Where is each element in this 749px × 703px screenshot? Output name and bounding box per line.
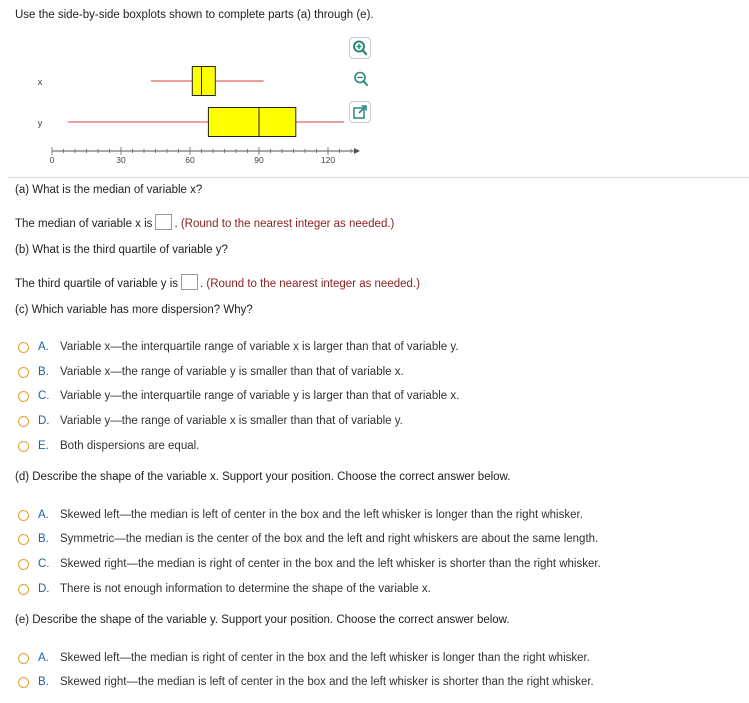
- part-e-question: (e) Describe the shape of the variable y. Support your position. Choose the correct answer below.: [15, 614, 510, 626]
- q3-y-input[interactable]: [181, 274, 198, 290]
- boxplot-chart: [0, 55, 360, 170]
- part-a-prefix: The median of variable x is: [15, 218, 153, 230]
- part-c-question: (c) Which variable has more dispersion? Why?: [15, 304, 253, 316]
- radio-button[interactable]: [18, 584, 29, 595]
- part-d-option[interactable]: A. Skewed left—the median is left of center in the box and the left whisker is longer than the right whisker.: [18, 509, 583, 521]
- part-c-option[interactable]: A. Variable x—the interquartile range of variable x is larger than that of variable y.: [18, 341, 458, 353]
- part-b-hint: (Round to the nearest integer as needed.): [206, 278, 420, 290]
- radio-button[interactable]: [18, 416, 29, 427]
- popout-icon: [350, 102, 370, 122]
- box-y: [208, 108, 295, 137]
- radio-button[interactable]: [18, 441, 29, 452]
- x-tick-label: 120: [320, 155, 336, 165]
- part-a-suffix: .: [174, 218, 178, 230]
- radio-button[interactable]: [18, 510, 29, 521]
- divider: [8, 177, 749, 178]
- x-axis-arrow: [354, 148, 360, 154]
- series-label-x: x: [37, 77, 43, 87]
- part-e-option[interactable]: B. Skewed right—the median is left of center in the box and the left whisker is shorter than the right whisker.: [18, 676, 594, 688]
- part-c-option[interactable]: B. Variable x—the range of variable y is smaller than that of variable x.: [18, 366, 404, 378]
- part-b-question: (b) What is the third quartile of variable y?: [15, 244, 228, 256]
- instructions: Use the side-by-side boxplots shown to complete parts (a) through (e).: [15, 9, 374, 21]
- radio-button[interactable]: [18, 342, 29, 353]
- zoom-in-icon: [350, 38, 370, 58]
- part-a-hint: (Round to the nearest integer as needed.): [180, 218, 395, 230]
- part-b-answer-row: [15, 274, 420, 290]
- part-c-option[interactable]: D. Variable y—the range of variable x is smaller than that of variable y.: [18, 415, 403, 427]
- part-a-answer-row: [15, 214, 394, 230]
- radio-button[interactable]: [18, 534, 29, 545]
- radio-button[interactable]: [18, 391, 29, 402]
- x-tick-label: 30: [116, 155, 126, 165]
- radio-button[interactable]: [18, 559, 29, 570]
- x-tick-label: 90: [254, 155, 264, 165]
- part-d-option[interactable]: B. Symmetric—the median is the center of the box and the left and right whiskers are about the same length.: [18, 533, 598, 545]
- zoom-out-button[interactable]: [351, 69, 371, 89]
- zoom-in-button[interactable]: [349, 37, 371, 59]
- part-e-option[interactable]: A. Skewed left—the median is right of center in the box and the left whisker is longer than the right whisker.: [18, 652, 590, 664]
- part-b-suffix: .: [200, 278, 204, 290]
- part-d-option[interactable]: C. Skewed right—the median is right of center in the box and the left whisker is shorter than the right whisker.: [18, 558, 601, 570]
- box-x: [192, 67, 215, 96]
- radio-button[interactable]: [18, 653, 29, 664]
- part-d-option[interactable]: D. There is not enough information to determine the shape of the variable x.: [18, 583, 431, 595]
- popout-button[interactable]: [349, 101, 371, 123]
- radio-button[interactable]: [18, 677, 29, 688]
- radio-button[interactable]: [18, 367, 29, 378]
- part-b-prefix: The third quartile of variable y is: [15, 278, 178, 290]
- part-c-option[interactable]: E. Both dispersions are equal.: [18, 440, 199, 452]
- zoom-out-icon: [351, 69, 371, 89]
- median-x-input[interactable]: [155, 214, 172, 230]
- x-tick-label: 0: [49, 155, 55, 165]
- part-a-question: (a) What is the median of variable x?: [15, 184, 203, 196]
- series-label-y: y: [37, 118, 43, 128]
- part-c-option[interactable]: C. Variable y—the interquartile range of variable y is larger than that of variable x.: [18, 390, 459, 402]
- x-tick-label: 60: [185, 155, 195, 165]
- part-d-question: (d) Describe the shape of the variable x. Support your position. Choose the correct answer below.: [15, 471, 511, 483]
